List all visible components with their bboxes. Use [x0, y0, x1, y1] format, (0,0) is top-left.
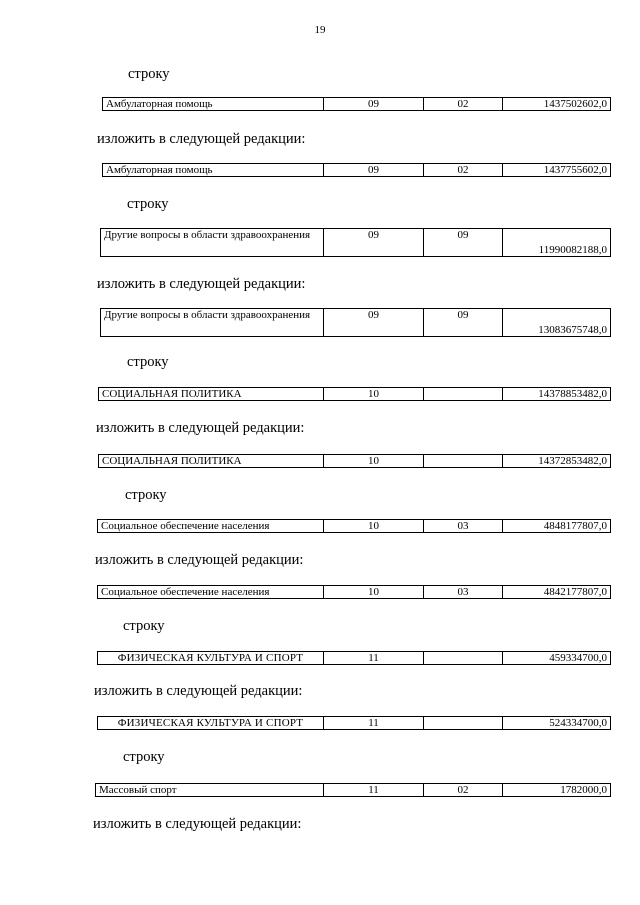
row-amount: 524334700,0 [503, 717, 611, 730]
budget-row-new [97, 716, 611, 730]
budget-row-old [97, 651, 611, 665]
row-amount: 4848177807,0 [503, 520, 611, 533]
budget-row-new [100, 308, 611, 337]
line-label: строку [127, 196, 169, 212]
edit-label: изложить в следующей редакции: [96, 420, 305, 436]
budget-row-old [98, 387, 611, 401]
line-label: строку [128, 66, 170, 82]
row-amount: 14378853482,0 [503, 388, 611, 401]
row-section: 11 [324, 652, 424, 665]
row-name: Другие вопросы в области здравоохранения [101, 229, 324, 257]
row-amount: 1437502602,0 [503, 98, 611, 111]
line-label: строку [125, 487, 167, 503]
row-section: 09 [324, 164, 424, 177]
row-subsection: 02 [424, 164, 503, 177]
edit-label: изложить в следующей редакции: [95, 552, 304, 568]
row-section: 10 [324, 388, 424, 401]
edit-label: изложить в следующей редакции: [93, 816, 302, 832]
budget-row-old [97, 519, 611, 533]
row-amount: 1782000,0 [503, 784, 611, 797]
row-subsection: 02 [424, 784, 503, 797]
budget-row-new [98, 454, 611, 468]
row-subsection [424, 717, 503, 730]
budget-row-old [102, 97, 611, 111]
edit-label: изложить в следующей редакции: [97, 131, 306, 147]
row-subsection: 09 [424, 229, 503, 257]
row-amount: 1437755602,0 [503, 164, 611, 177]
row-section: 09 [324, 309, 424, 337]
row-subsection [424, 652, 503, 665]
edit-label: изложить в следующей редакции: [97, 276, 306, 292]
line-label: строку [127, 354, 169, 370]
row-name: ФИЗИЧЕСКАЯ КУЛЬТУРА И СПОРТ [98, 652, 324, 665]
row-subsection: 03 [424, 520, 503, 533]
row-subsection [424, 455, 503, 468]
row-name: ФИЗИЧЕСКАЯ КУЛЬТУРА И СПОРТ [98, 717, 324, 730]
row-name: Массовый спорт [96, 784, 324, 797]
row-subsection [424, 388, 503, 401]
row-section: 10 [324, 520, 424, 533]
budget-row-old [100, 228, 611, 257]
budget-row-old [95, 783, 611, 797]
row-section: 11 [324, 717, 424, 730]
row-amount: 459334700,0 [503, 652, 611, 665]
row-section: 09 [324, 229, 424, 257]
row-name: Амбулаторная помощь [103, 98, 324, 111]
row-name: Социальное обеспечение населения [98, 520, 324, 533]
row-section: 10 [324, 586, 424, 599]
row-name: СОЦИАЛЬНАЯ ПОЛИТИКА [99, 388, 324, 401]
row-amount: 14372853482,0 [503, 455, 611, 468]
budget-row-new [97, 585, 611, 599]
row-amount: 11990082188,0 [503, 229, 611, 257]
edit-label: изложить в следующей редакции: [94, 683, 303, 699]
row-section: 11 [324, 784, 424, 797]
row-name: СОЦИАЛЬНАЯ ПОЛИТИКА [99, 455, 324, 468]
line-label: строку [123, 749, 165, 765]
row-section: 10 [324, 455, 424, 468]
row-name: Амбулаторная помощь [103, 164, 324, 177]
row-amount: 4842177807,0 [503, 586, 611, 599]
row-name: Социальное обеспечение населения [98, 586, 324, 599]
row-section: 09 [324, 98, 424, 111]
row-amount: 13083675748,0 [503, 309, 611, 337]
row-subsection: 03 [424, 586, 503, 599]
line-label: строку [123, 618, 165, 634]
row-name: Другие вопросы в области здравоохранения [101, 309, 324, 337]
budget-row-new [102, 163, 611, 177]
row-subsection: 02 [424, 98, 503, 111]
page-number: 19 [314, 24, 326, 36]
row-subsection: 09 [424, 309, 503, 337]
